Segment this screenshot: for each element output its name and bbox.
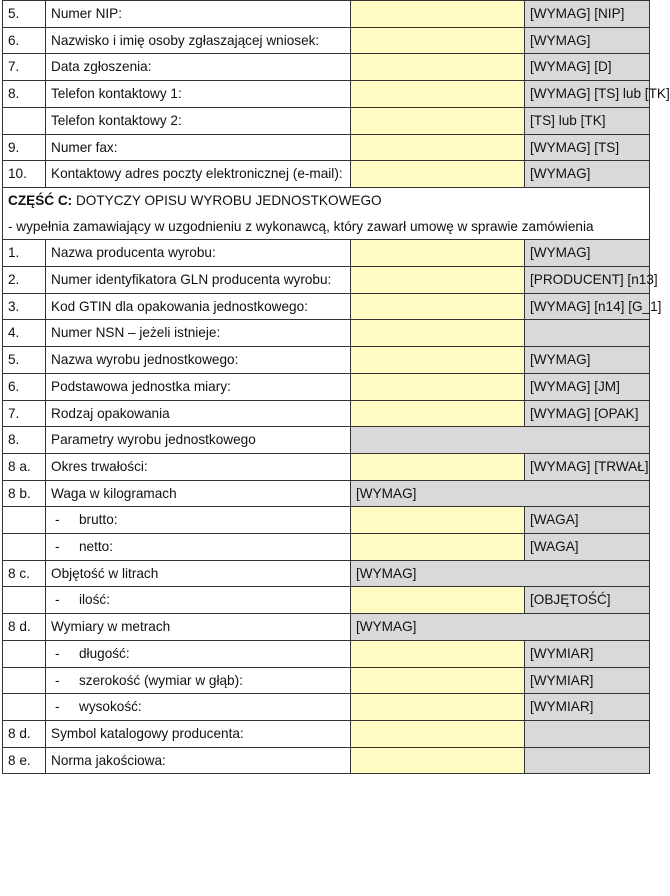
table-row — [3, 81, 650, 108]
row-number — [3, 587, 46, 614]
row-label: Telefon kontaktowy 2: — [46, 107, 351, 134]
row-label: Objętość w litrach — [46, 560, 351, 587]
input-field-unit[interactable] — [351, 373, 525, 400]
requirement-tag: [WYMAG] — [525, 240, 650, 267]
row-label: Nazwa wyrobu jednostkowego: — [46, 347, 351, 374]
requirement-tag: [WYMAG] [NIP] — [525, 1, 650, 28]
requirement-tag: [WYMAG] — [351, 560, 650, 587]
input-field-width[interactable] — [351, 667, 525, 694]
input-field-nsn[interactable] — [351, 320, 525, 347]
table-row — [3, 507, 650, 534]
input-field-gln[interactable] — [351, 267, 525, 294]
row-number: 6. — [3, 373, 46, 400]
requirement-tag: [WYMAG] [TS] lub [TK] — [525, 81, 650, 108]
table-row — [3, 347, 650, 374]
requirement-tag: [WYMAG] [OPAK] — [525, 400, 650, 427]
table-row — [3, 54, 650, 81]
row-label: Numer NSN – jeżeli istnieje: — [46, 320, 351, 347]
row-label: Numer identyfikatora GLN producenta wyrobu: — [46, 267, 351, 294]
table-row — [3, 534, 650, 561]
input-field-catalog-symbol[interactable] — [351, 720, 525, 747]
section-c-label: CZĘŚĆ C: — [8, 192, 73, 208]
row-label: Telefon kontaktowy 1: — [46, 81, 351, 108]
requirement-tag: [WYMAG] [JM] — [525, 373, 650, 400]
row-number — [3, 107, 46, 134]
requirement-tag: [WYMAG] — [351, 614, 650, 641]
row-label — [46, 667, 351, 694]
row-number: 8 e. — [3, 747, 46, 774]
input-field-manufacturer[interactable] — [351, 240, 525, 267]
requirement-tag: [WYMAG] [D] — [525, 54, 650, 81]
row-label — [46, 587, 351, 614]
row-number: 10. — [3, 161, 46, 188]
row-number: 5. — [3, 347, 46, 374]
dash-marker: - — [55, 645, 60, 661]
dash-marker: - — [55, 539, 60, 555]
row-number: 4. — [3, 320, 46, 347]
table-row — [3, 587, 650, 614]
row-label: Podstawowa jednostka miary: — [46, 373, 351, 400]
table-row — [3, 667, 650, 694]
row-number: 3. — [3, 293, 46, 320]
input-field-length[interactable] — [351, 640, 525, 667]
section-c-header — [3, 187, 650, 239]
row-label — [46, 507, 351, 534]
table-row — [3, 107, 650, 134]
row-number: 8 b. — [3, 480, 46, 507]
dash-marker: - — [55, 672, 60, 688]
row-label: Okres trwałości: — [46, 453, 351, 480]
sub-label: ilość: — [79, 592, 110, 608]
form-table — [2, 0, 670, 774]
table-row — [3, 27, 650, 54]
requirement-tag: [WYMAG] — [525, 347, 650, 374]
row-label: Kod GTIN dla opakowania jednostkowego: — [46, 293, 351, 320]
requirement-tag — [525, 720, 650, 747]
row-label: Symbol katalogowy producenta: — [46, 720, 351, 747]
table-row — [3, 373, 650, 400]
row-number: 7. — [3, 400, 46, 427]
dash-marker: - — [55, 592, 60, 608]
sub-label: szerokość (wymiar w głąb): — [79, 672, 243, 688]
table-row — [3, 400, 650, 427]
table-row — [3, 134, 650, 161]
table-row — [3, 640, 650, 667]
requirement-tag: [TS] lub [TK] — [525, 107, 650, 134]
row-number: 8. — [3, 427, 46, 454]
row-number: 2. — [3, 267, 46, 294]
input-field-phone-1[interactable] — [351, 81, 525, 108]
row-label: Rodzaj opakowania — [46, 400, 351, 427]
table-row — [3, 267, 650, 294]
requirement-tag: [WYMAG] — [351, 480, 650, 507]
table-row — [3, 427, 650, 454]
input-field-height[interactable] — [351, 694, 525, 721]
requirement-tag: [WYMAG] [TS] — [525, 134, 650, 161]
row-number — [3, 534, 46, 561]
row-label — [46, 534, 351, 561]
table-row — [3, 240, 650, 267]
requirement-tag: [WAGA] — [525, 507, 650, 534]
input-field-volume[interactable] — [351, 587, 525, 614]
parameters-header-fill — [351, 427, 650, 454]
input-field-weight-net[interactable] — [351, 534, 525, 561]
table-row — [3, 320, 650, 347]
row-label: Numer NIP: — [46, 1, 351, 28]
table-row — [3, 293, 650, 320]
row-number: 1. — [3, 240, 46, 267]
table-row — [3, 747, 650, 774]
input-field-date[interactable] — [351, 54, 525, 81]
row-label: Data zgłoszenia: — [46, 54, 351, 81]
requirement-tag: [WYMAG] — [525, 27, 650, 54]
requirement-tag: [WYMAG] — [525, 161, 650, 188]
input-field-nip[interactable] — [351, 1, 525, 28]
row-number — [3, 640, 46, 667]
row-number: 8 d. — [3, 720, 46, 747]
row-label: Wymiary w metrach — [46, 614, 351, 641]
row-number: 8. — [3, 81, 46, 108]
row-label: Parametry wyrobu jednostkowego — [46, 427, 351, 454]
sub-label: długość: — [79, 645, 130, 661]
section-c-note: - wypełnia zamawiający w uzgodnieniu z wykonawcą, który zawarł umowę w sprawie zamówienia — [8, 218, 594, 234]
input-field-product-name[interactable] — [351, 347, 525, 374]
requirement-tag: [WYMIAR] — [525, 667, 650, 694]
input-field-fax[interactable] — [351, 134, 525, 161]
requirement-tag: [WYMIAR] — [525, 640, 650, 667]
row-number: 8 d. — [3, 614, 46, 641]
row-label: Numer fax: — [46, 134, 351, 161]
row-number: 5. — [3, 1, 46, 28]
table-row — [3, 694, 650, 721]
input-field-email[interactable] — [351, 161, 525, 188]
requirement-tag — [525, 747, 650, 774]
requirement-tag: [OBJĘTOŚĆ] — [525, 587, 650, 614]
requirement-tag: [WYMIAR] — [525, 694, 650, 721]
row-label: Waga w kilogramach — [46, 480, 351, 507]
row-label: Kontaktowy adres poczty elektronicznej (e-mail): — [46, 161, 351, 188]
input-field-quality-norm[interactable] — [351, 747, 525, 774]
requirement-tag: [WYMAG] [TRWAŁ] — [525, 453, 650, 480]
input-field-shelf-life[interactable] — [351, 453, 525, 480]
sub-label: brutto: — [79, 512, 118, 528]
section-header-row — [3, 187, 650, 239]
row-number: 8 a. — [3, 453, 46, 480]
requirement-tag: [WAGA] — [525, 534, 650, 561]
dash-marker: - — [55, 699, 60, 715]
table-row — [3, 560, 650, 587]
input-field-applicant-name[interactable] — [351, 27, 525, 54]
requirement-tag — [525, 320, 650, 347]
table-row — [3, 720, 650, 747]
row-label — [46, 640, 351, 667]
table-row — [3, 453, 650, 480]
row-label: Nazwa producenta wyrobu: — [46, 240, 351, 267]
section-c-title: DOTYCZY OPISU WYROBU JEDNOSTKOWEGO — [72, 192, 382, 208]
sub-label: wysokość: — [79, 699, 142, 715]
row-number: 6. — [3, 27, 46, 54]
row-label: Nazwisko i imię osoby zgłaszającej wniosek: — [46, 27, 351, 54]
table-row — [3, 480, 650, 507]
row-number — [3, 694, 46, 721]
sub-label: netto: — [79, 539, 114, 555]
table-row — [3, 614, 650, 641]
input-field-phone-2[interactable] — [351, 107, 525, 134]
requirement-tag: [PRODUCENT] [n13] — [525, 267, 650, 294]
row-label — [46, 694, 351, 721]
input-field-weight-gross[interactable] — [351, 507, 525, 534]
row-number — [3, 507, 46, 534]
row-number: 8 c. — [3, 560, 46, 587]
input-field-gtin[interactable] — [351, 293, 525, 320]
row-label: Norma jakościowa: — [46, 747, 351, 774]
row-number: 7. — [3, 54, 46, 81]
requirement-tag: [WYMAG] [n14] [G_1] — [525, 293, 650, 320]
row-number: 9. — [3, 134, 46, 161]
row-number — [3, 667, 46, 694]
dash-marker: - — [55, 512, 60, 528]
table-row — [3, 1, 650, 28]
input-field-packaging[interactable] — [351, 400, 525, 427]
table-row — [3, 161, 650, 188]
